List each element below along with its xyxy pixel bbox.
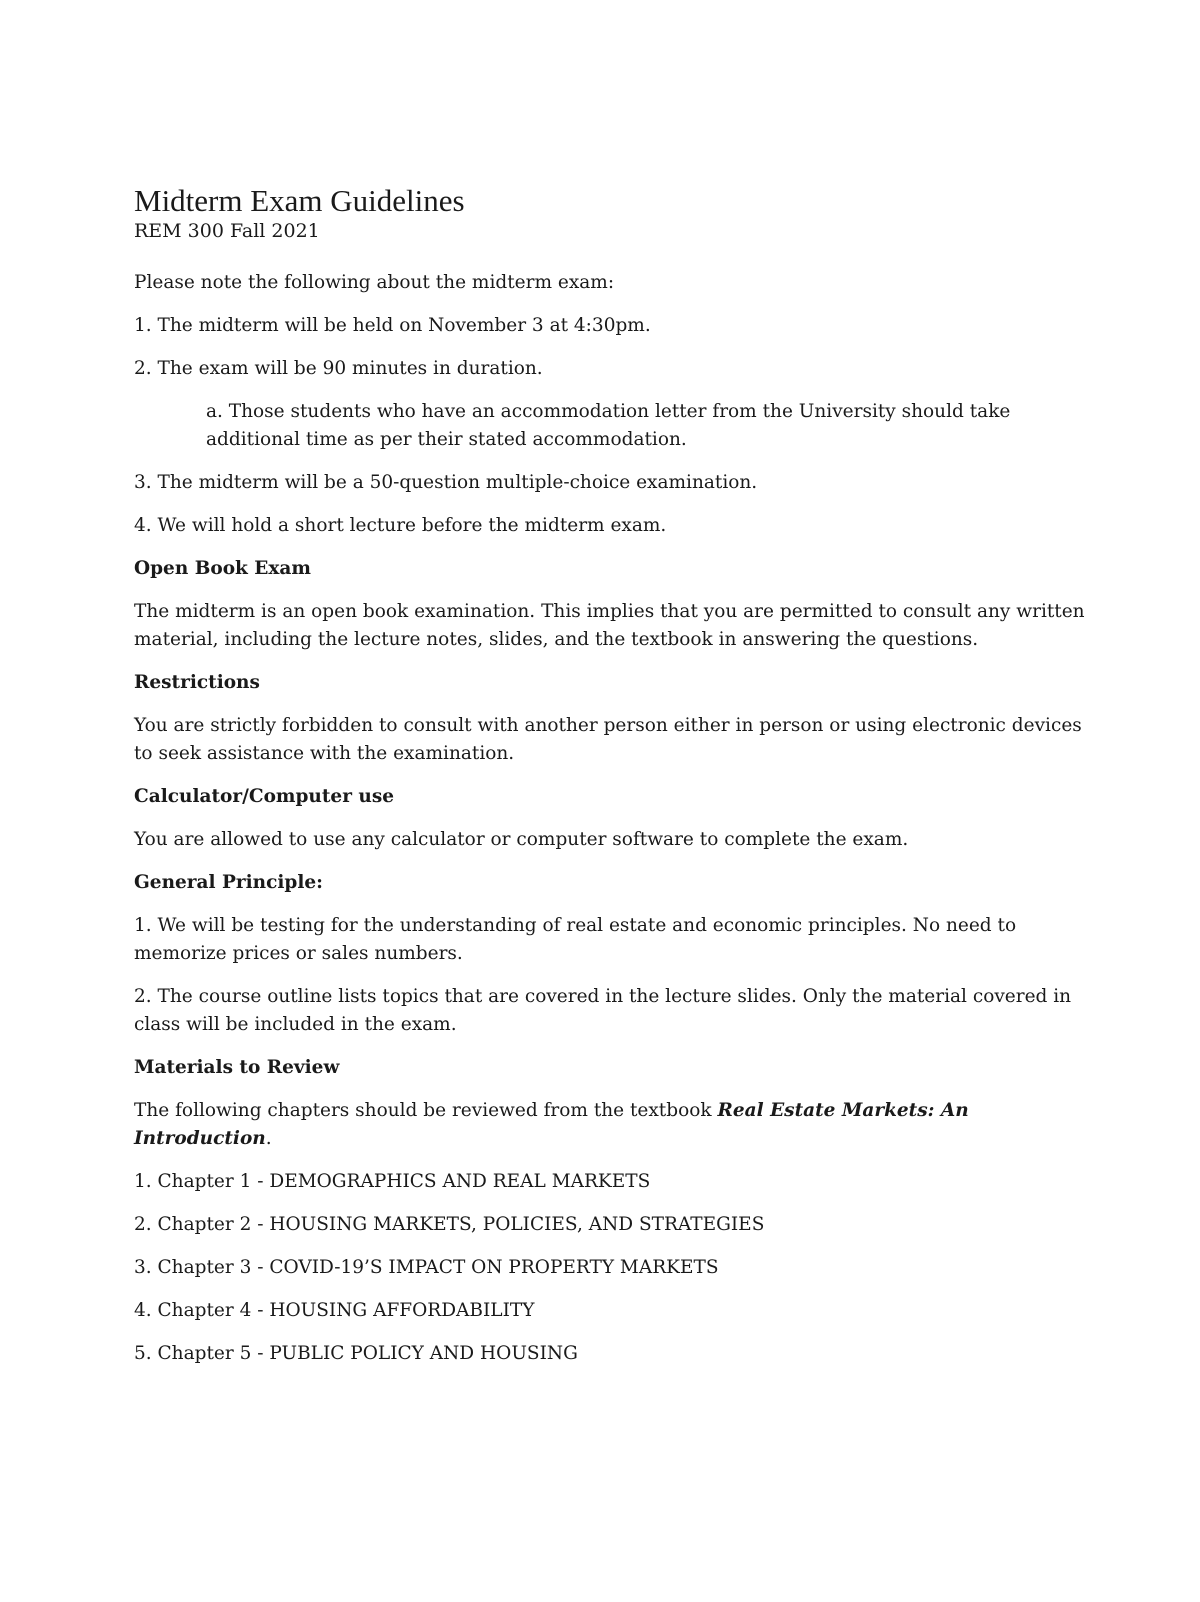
chapter-item-1: 1. Chapter 1 - DEMOGRAPHICS AND REAL MARKETS xyxy=(134,1171,651,1192)
textbook-title: Real Estate Markets: An Introduction xyxy=(134,1100,969,1149)
list-item-exam-date: 1. The midterm will be held on November 3 at 4:30pm. xyxy=(134,315,651,336)
materials-intro-end: . xyxy=(265,1128,272,1149)
list-subitem-accommodation: a. Those students who have an accommodation letter from the University should take additional time as per their stated accommodation. xyxy=(206,401,1011,450)
materials-intro xyxy=(134,1097,1094,1153)
calculator-text: You are allowed to use any calculator or computer software to complete the exam. xyxy=(134,829,909,850)
principle-item-2: 2. The course outline lists topics that are covered in the lecture slides. Only the material covered in class will be included in the exam. xyxy=(134,986,1072,1035)
list-item-duration: 2. The exam will be 90 minutes in duration. xyxy=(134,358,543,379)
open-book-text: The midterm is an open book examination. This implies that you are permitted to consult any written material, including the lecture notes, slides, and the textbook in answering the questions. xyxy=(134,601,1085,650)
document-page xyxy=(134,184,1094,1383)
chapter-item-3: 3. Chapter 3 - COVID-19’S IMPACT ON PROPERTY MARKETS xyxy=(134,1257,719,1278)
materials-heading: Materials to Review xyxy=(134,1057,340,1078)
principle-item-1: 1. We will be testing for the understanding of real estate and economic principles. No need to memorize prices or sales numbers. xyxy=(134,915,1017,964)
materials-intro-text: The following chapters should be reviewed from the textbook xyxy=(134,1100,718,1121)
course-subtitle: REM 300 Fall 2021 xyxy=(134,220,320,242)
list-item-lecture: 4. We will hold a short lecture before the midterm exam. xyxy=(134,515,667,536)
chapter-item-5: 5. Chapter 5 - PUBLIC POLICY AND HOUSING xyxy=(134,1343,578,1364)
intro-text: Please note the following about the midterm exam: xyxy=(134,272,615,293)
list-item-format: 3. The midterm will be a 50-question multiple-choice examination. xyxy=(134,472,758,493)
document-title: Midterm Exam Guidelines xyxy=(134,183,465,218)
principle-heading: General Principle: xyxy=(134,872,323,893)
chapter-item-2: 2. Chapter 2 - HOUSING MARKETS, POLICIES, AND STRATEGIES xyxy=(134,1214,765,1235)
chapter-item-4: 4. Chapter 4 - HOUSING AFFORDABILITY xyxy=(134,1300,535,1321)
restrictions-text: You are strictly forbidden to consult with another person either in person or using electronic devices to seek assistance with the examination. xyxy=(134,715,1082,764)
calculator-heading: Calculator/Computer use xyxy=(134,786,395,807)
restrictions-heading: Restrictions xyxy=(134,672,260,693)
open-book-heading: Open Book Exam xyxy=(134,558,311,579)
